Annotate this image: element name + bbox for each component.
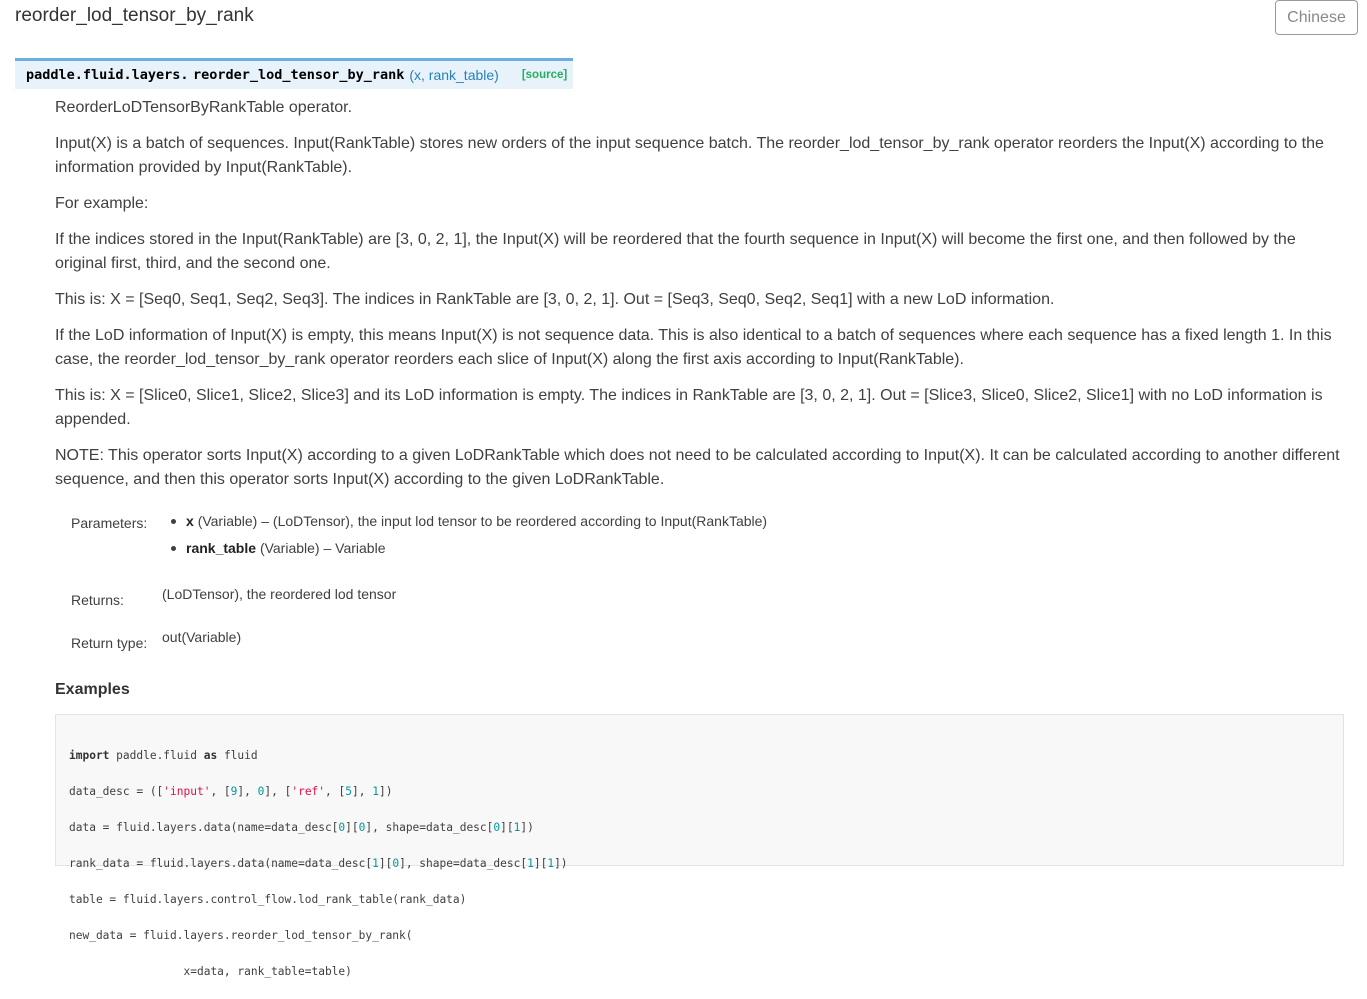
code-number: 0	[257, 785, 265, 798]
returns-label: Returns:	[71, 592, 124, 608]
param-desc: (Variable) – (LoDTensor), the input lod tensor to be reordered according to Input(RankTable)	[197, 513, 768, 529]
code-text: , [	[210, 785, 231, 798]
param-name: x	[186, 513, 194, 529]
returns-value: (LoDTensor), the reordered lod tensor	[162, 586, 397, 602]
code-line: new_data = fluid.layers.reorder_lod_tensor_by_rank(	[69, 929, 413, 942]
description-paragraph: This is: X = [Slice0, Slice1, Slice2, Slice3] and its LoD information is empty. The indices in RankTable are [3, 0, 2, 1]. Out = [Slice3, Slice0, Slice2, Slice1] with no LoD information is appended.	[55, 387, 1323, 428]
code-line	[69, 747, 1343, 765]
code-text: ])	[378, 785, 393, 798]
code-string: 'ref'	[291, 785, 326, 798]
code-text: ][	[345, 821, 359, 834]
code-number: 1	[547, 857, 555, 870]
code-line	[69, 855, 1343, 873]
description-paragraph: For example:	[55, 195, 149, 212]
code-text: ][	[533, 857, 548, 870]
code-text: ][	[378, 857, 393, 870]
description-paragraph: ReorderLoDTensorByRankTable operator.	[55, 99, 353, 116]
code-number: 0	[392, 857, 400, 870]
code-text: ])	[554, 857, 568, 870]
code-number: 9	[230, 785, 238, 798]
code-number: 1	[372, 785, 379, 798]
code-number: 1	[513, 821, 521, 834]
code-text: data_desc = ([	[69, 785, 164, 798]
code-string: 'input'	[163, 785, 211, 798]
code-number: 5	[345, 785, 352, 798]
code-text: ])	[520, 821, 534, 834]
description-paragraph: If the LoD information of Input(X) is empty, this means Input(X) is not sequence data. This is also identical to a batch of sequences where each sequence has a fixed length 1. In this case, the reorder_lod_tensor_by_rank operator reorders each slice of Input(X) along the first axis according to Input(RankTable).	[55, 327, 1332, 368]
source-link[interactable]: [source]	[521, 69, 568, 81]
code-text: , [	[325, 785, 346, 798]
signature-params: (x, rank_table)	[409, 67, 499, 83]
param-item	[186, 513, 767, 529]
bullet-icon	[171, 546, 176, 551]
function-signature	[15, 58, 573, 89]
code-number: 0	[358, 821, 366, 834]
code-line: x=data, rank_table=table)	[69, 965, 352, 978]
code-block[interactable]	[55, 714, 1344, 978]
code-text: data = fluid.layers.data(name=data_desc[	[69, 821, 339, 834]
description-paragraph: If the indices stored in the Input(RankTable) are [3, 0, 2, 1], the Input(X) will be reordered that the fourth sequence in Input(X) will become the first one, and then followed by the original first, third, and the second one.	[55, 231, 1296, 272]
bullet-icon	[171, 519, 176, 524]
param-desc: (Variable) – Variable	[259, 540, 386, 556]
code-text: ],	[352, 785, 373, 798]
param-item	[186, 540, 385, 556]
code-keyword: import	[69, 749, 110, 762]
code-text: fluid	[217, 749, 258, 762]
code-text: ],	[237, 785, 258, 798]
code-line	[69, 819, 1343, 837]
code-number: 0	[493, 821, 501, 834]
return-type-label: Return type:	[71, 635, 148, 651]
description-paragraph: This is: X = [Seq0, Seq1, Seq2, Seq3]. The indices in RankTable are [3, 0, 2, 1]. Out = [Seq3, Seq0, Seq2, Seq1] with a new LoD information.	[55, 291, 1055, 308]
signature-module-prefix: paddle.fluid.layers.	[26, 67, 189, 83]
code-keyword: as	[203, 749, 218, 762]
code-number: 1	[527, 857, 534, 870]
code-number: 1	[372, 857, 379, 870]
examples-heading: Examples	[55, 681, 130, 698]
param-name: rank_table	[186, 540, 257, 556]
code-line: table = fluid.layers.control_flow.lod_rank_table(rank_data)	[69, 893, 467, 906]
page-title: reorder_lod_tensor_by_rank	[15, 5, 254, 26]
code-line	[69, 783, 1343, 801]
parameters-label: Parameters:	[71, 515, 148, 531]
code-text: paddle.fluid	[109, 749, 204, 762]
code-text: ], shape=data_desc[	[365, 821, 494, 834]
return-type-value: out(Variable)	[162, 629, 242, 645]
description-paragraph: Input(X) is a batch of sequences. Input(RankTable) stores new orders of the input sequence batch. The reorder_lod_tensor_by_rank operator reorders the Input(X) according to the information provided by Input(RankTable).	[55, 135, 1324, 176]
code-number: 0	[338, 821, 346, 834]
code-text: ], [	[264, 785, 292, 798]
code-text: ][	[500, 821, 514, 834]
code-text: ], shape=data_desc[	[399, 857, 528, 870]
description-paragraph: NOTE: This operator sorts Input(X) according to a given LoDRankTable which does not need to be calculated according to Input(X). It can be calculated according to another different sequence, and then this operator sorts Input(X) according to the given LoDRankTable.	[55, 447, 1340, 488]
signature-function-name: reorder_lod_tensor_by_rank	[193, 67, 405, 83]
code-text: rank_data = fluid.layers.data(name=data_desc[	[69, 857, 373, 870]
chinese-language-button[interactable]: Chinese	[1275, 0, 1358, 35]
